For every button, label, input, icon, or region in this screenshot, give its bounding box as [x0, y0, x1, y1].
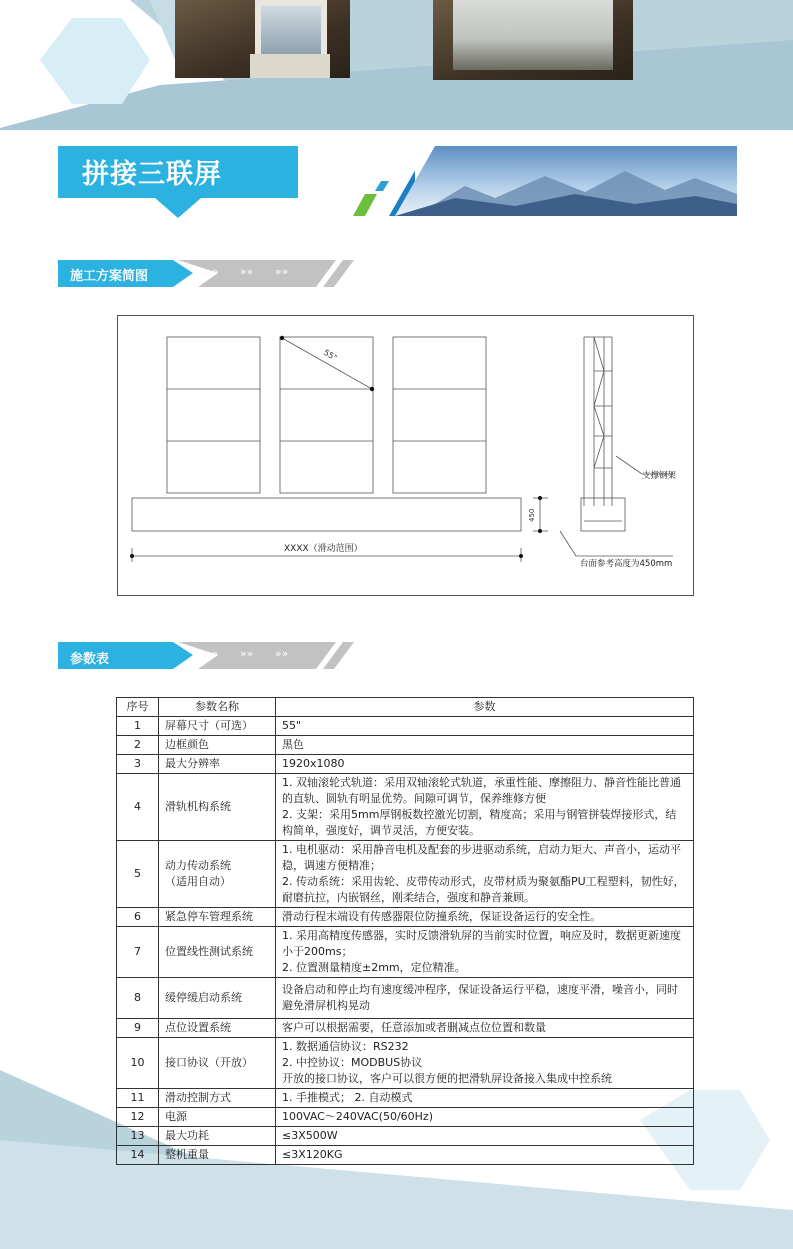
drawing-section-label: 施工方案简图: [70, 269, 149, 284]
cell-value: 55": [276, 717, 694, 736]
photo-screen: [255, 0, 327, 60]
cell-no: 9: [117, 1019, 159, 1038]
cell-no: 8: [117, 978, 159, 1019]
table-header-row: [117, 698, 694, 717]
cell-name: 最大功耗: [159, 1127, 276, 1146]
cell-no: 3: [117, 755, 159, 774]
table-row: [117, 978, 694, 1019]
diagonal-label: 55": [322, 347, 339, 363]
cell-value: ≤3X500W: [276, 1127, 694, 1146]
drawing-arrows: »» »» »»: [205, 265, 289, 278]
params-table: [116, 697, 694, 1165]
height-dimension: 450: [528, 508, 536, 522]
cell-no: 4: [117, 774, 159, 841]
cell-name: 屏幕尺寸（可选）: [159, 717, 276, 736]
cell-name: 位置线性测试系统: [159, 927, 276, 978]
table-row: [117, 841, 694, 908]
exhibit-photo-left: [175, 0, 350, 78]
cell-name: 接口协议（开放）: [159, 1038, 276, 1089]
table-row: [117, 1108, 694, 1127]
table-row: [117, 755, 694, 774]
cell-name: 电源: [159, 1108, 276, 1127]
cell-value: 客户可以根据需要，任意添加或者删减点位位置和数量: [276, 1019, 694, 1038]
cell-name: 整机重量: [159, 1146, 276, 1165]
cell-value: ≤3X120KG: [276, 1146, 694, 1165]
photo-stand: [250, 54, 330, 78]
table-height-label: 台面参考高度为450mm: [580, 559, 673, 569]
title-pointer: [155, 198, 201, 220]
cell-value: 1. 采用高精度传感器，实时反馈滑轨屏的当前实时位置，响应及时，数据更新速度小于200ms； 2. 位置测量精度±2mm，定位精准。: [276, 927, 694, 978]
exhibit-photo-right: [433, 0, 633, 80]
cell-value: 黑色: [276, 736, 694, 755]
header-name: 参数名称: [159, 698, 276, 717]
cell-no: 13: [117, 1127, 159, 1146]
table-row: [117, 927, 694, 978]
cell-no: 7: [117, 927, 159, 978]
table-row: [117, 1127, 694, 1146]
drawing-canvas: [118, 316, 693, 595]
table-row: [117, 717, 694, 736]
cell-no: 1: [117, 717, 159, 736]
cell-no: 11: [117, 1089, 159, 1108]
cell-name: 点位设置系统: [159, 1019, 276, 1038]
cell-no: 12: [117, 1108, 159, 1127]
cell-no: 2: [117, 736, 159, 755]
bracket-label: 支撑钢架: [642, 471, 677, 481]
table-row: [117, 774, 694, 841]
range-label: XXXX（滑动范围）: [284, 544, 363, 554]
cell-no: 14: [117, 1146, 159, 1165]
section-title: 拼接三联屏: [82, 159, 222, 190]
cell-no: 5: [117, 841, 159, 908]
construction-drawing: [117, 315, 694, 596]
cell-name: 滑动控制方式: [159, 1089, 276, 1108]
cell-value: 设备启动和停止均有速度缓冲程序，保证设备运行平稳，速度平滑，噪音小，同时避免滑屏机构晃动: [276, 978, 694, 1019]
cell-value: 滑动行程末端设有传感器限位防撞系统，保证设备运行的安全性。: [276, 908, 694, 927]
table-row: [117, 1089, 694, 1108]
cell-value: 1. 数据通信协议：RS232 2. 中控协议：MODBUS协议 开放的接口协议，客户可以很方便的把滑轨屏设备接入集成中控系统: [276, 1038, 694, 1089]
cell-value: 1. 手推模式； 2. 自动模式: [276, 1089, 694, 1108]
table-row: [117, 908, 694, 927]
cell-name: 最大分辨率: [159, 755, 276, 774]
cell-name: 动力传动系统 （适用自动）: [159, 841, 276, 908]
top-decor-band: [0, 0, 793, 130]
cell-value: 100VAC～240VAC(50/60Hz): [276, 1108, 694, 1127]
cell-name: 滑轨机构系统: [159, 774, 276, 841]
header-value: 参数: [276, 698, 694, 717]
cell-name: 边框颜色: [159, 736, 276, 755]
cell-value: 1. 双轴滚轮式轨道：采用双轴滚轮式轨道，承重性能、摩擦阻力、静音性能比普通的直轨、圆轨有明显优势。间隙可调节，保养维修方便 2. 支架：采用5mm厚钢板数控激光切割，精度高；采用与钢管拼装焊接形式，结构简单，强度好，调节灵活，方便安装。: [276, 774, 694, 841]
cell-value: 1920x1080: [276, 755, 694, 774]
table-row: [117, 736, 694, 755]
cell-name: 紧急停车管理系统: [159, 908, 276, 927]
cell-no: 6: [117, 908, 159, 927]
params-arrows: »» »» »»: [205, 647, 289, 660]
params-section-label: 参数表: [70, 652, 110, 667]
cell-value: 1. 电机驱动：采用静音电机及配套的步进驱动系统，启动力矩大、声音小，运动平稳，调速方便精准； 2. 传动系统：采用齿轮、皮带传动形式，皮带材质为聚氨酯PU工程塑料，韧性好，耐磨抗拉，内嵌钢丝，刚柔结合，强度和静音兼顾。: [276, 841, 694, 908]
header-no: 序号: [117, 698, 159, 717]
table-row: [117, 1038, 694, 1089]
table-row: [117, 1146, 694, 1165]
cell-name: 缓停缓启动系统: [159, 978, 276, 1019]
cell-no: 10: [117, 1038, 159, 1089]
mountain-banner: [395, 146, 737, 216]
table-row: [117, 1019, 694, 1038]
photo-glass: [453, 0, 613, 70]
